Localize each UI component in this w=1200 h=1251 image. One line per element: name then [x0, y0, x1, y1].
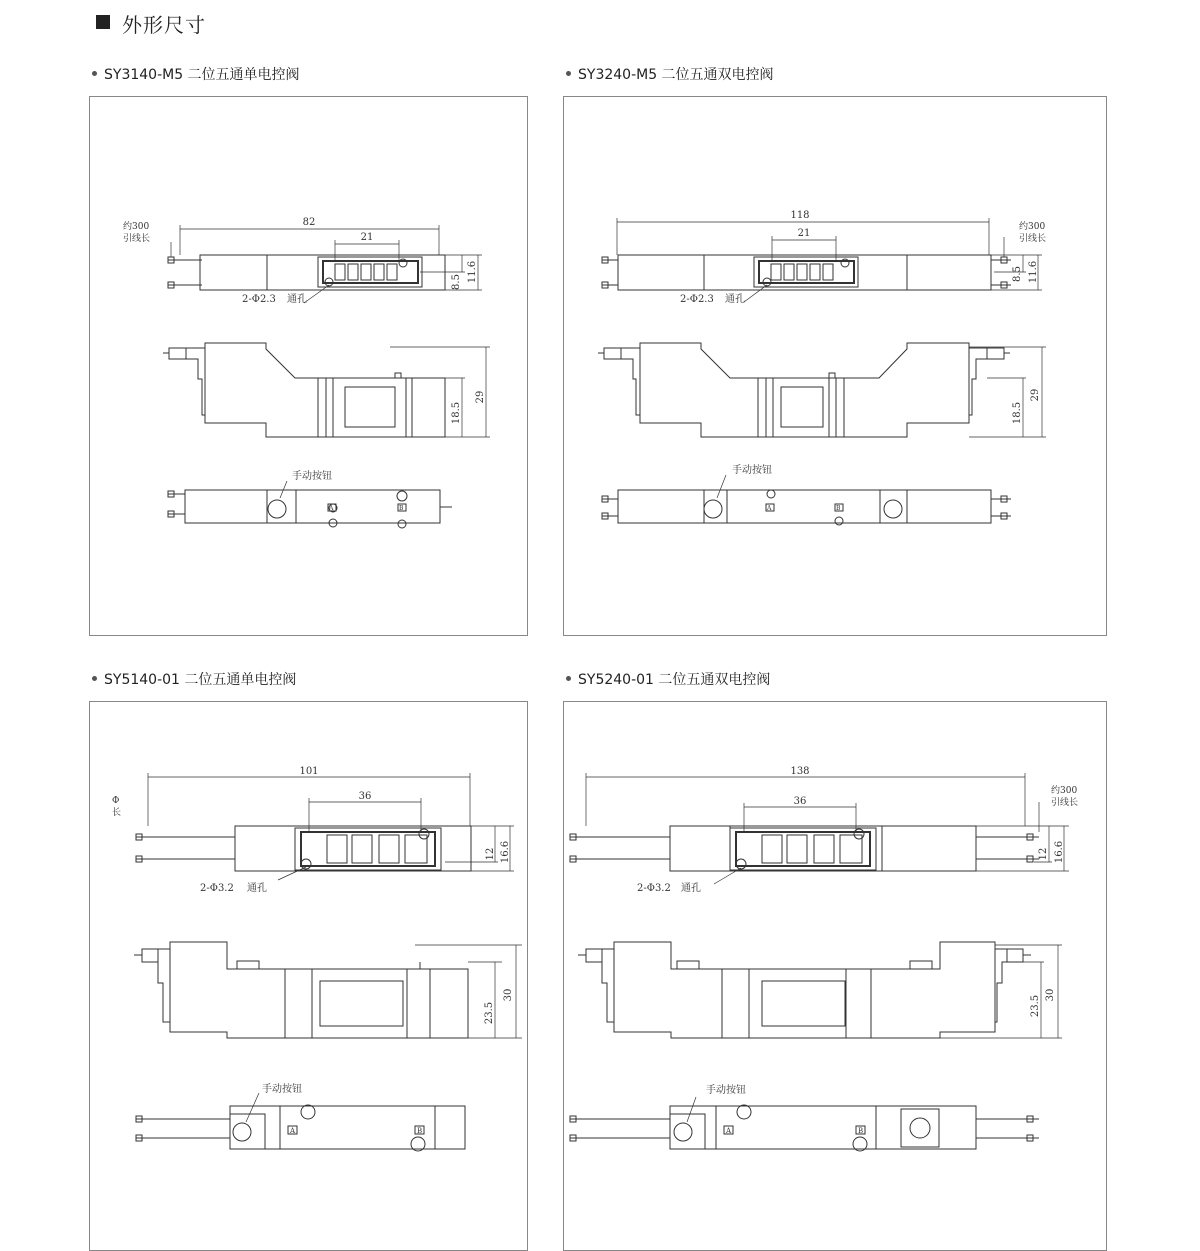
side-dimensions: [940, 945, 1062, 1038]
port-mark-b: B: [417, 1127, 423, 1135]
top-view: [168, 255, 445, 290]
dim-pitch: 21: [360, 232, 374, 243]
dim-total-height: 29: [1030, 388, 1041, 402]
section-label-text: SY5140-01 二位五通单电控阀: [104, 672, 297, 688]
hole-text: 通孔: [681, 883, 701, 894]
bottom-view: [136, 1093, 465, 1151]
port-mark-a: A: [726, 1127, 732, 1135]
drawing-panel-sy5240: [563, 701, 1107, 1251]
dim-body-height: 23.5: [1030, 994, 1041, 1018]
dim-pitch: 36: [358, 791, 372, 802]
bottom-view: [570, 1097, 1039, 1151]
hole-text: 通孔: [725, 294, 745, 305]
dim-h2: 16.6: [1054, 840, 1065, 864]
hole-spec: 2-Φ2.3: [242, 294, 276, 305]
manual-button-label: 手动按钮: [706, 1085, 746, 1096]
manual-button-label: 手动按钮: [732, 465, 772, 476]
side-view: [598, 343, 1010, 437]
port-mark-b: B: [858, 1127, 864, 1135]
top-view: [570, 826, 1039, 871]
section-label-text: SY5240-01 二位五通双电控阀: [578, 672, 771, 688]
section-label-sy5240: [566, 669, 770, 689]
bullet-dot-icon: [92, 71, 97, 76]
top-dimensions: [171, 225, 482, 303]
section-label-sy5140: [92, 669, 296, 689]
section-label-text: SY3240-M5 二位五通双电控阀: [578, 67, 774, 83]
lead-length-2: 长: [112, 808, 122, 818]
dimension-drawing-sy3240: [564, 97, 1106, 635]
manual-button-label: 手动按钮: [262, 1084, 302, 1095]
dim-h1: 12: [485, 847, 496, 861]
manual-button-label: 手动按钮: [292, 471, 332, 482]
bullet-dot-icon: [92, 676, 97, 681]
dim-overall: 101: [299, 766, 319, 777]
side-view: [578, 942, 1031, 1038]
dim-h1: 8.5: [1012, 266, 1023, 282]
title-square-icon: [96, 15, 110, 29]
hole-spec: 2-Φ3.2: [200, 883, 234, 894]
dim-body-height: 18.5: [451, 401, 462, 425]
bottom-view: [602, 475, 1011, 525]
lead-length-1: 约300: [1051, 786, 1078, 796]
dim-total-height: 29: [475, 390, 486, 404]
dimension-drawing-sy5240: [564, 702, 1106, 1250]
hole-spec: 2-Φ2.3: [680, 294, 714, 305]
dim-pitch: 36: [793, 796, 807, 807]
drawing-panel-sy3140: [89, 96, 528, 636]
side-view: [134, 942, 468, 1038]
dim-h1: 12: [1038, 847, 1049, 861]
dim-h2: 16.6: [500, 840, 511, 864]
dim-body-height: 18.5: [1012, 401, 1023, 425]
dim-pitch: 21: [797, 228, 811, 239]
bullet-dot-icon: [566, 676, 571, 681]
port-mark-a: A: [329, 505, 334, 512]
dimension-drawing-sy5140: [90, 702, 527, 1250]
side-view: [163, 343, 445, 437]
hole-text: 通孔: [247, 883, 267, 894]
dim-h1: 8.5: [451, 274, 462, 290]
section-label-sy3140: [92, 64, 300, 84]
lead-length-2: 引线长: [1019, 234, 1047, 244]
port-mark-b: B: [399, 505, 404, 512]
hole-text: 通孔: [287, 294, 307, 305]
bottom-view: [168, 481, 452, 528]
dim-overall: 82: [302, 217, 316, 228]
section-label-text: SY3140-M5 二位五通单电控阀: [104, 67, 300, 83]
dim-overall: 118: [790, 210, 810, 221]
port-mark-b: B: [836, 505, 841, 512]
dim-body-height: 23.5: [484, 1001, 495, 1025]
lead-length-1: 约300: [1019, 222, 1046, 232]
top-view: [136, 826, 471, 871]
dim-total-height: 30: [1045, 988, 1056, 1002]
section-label-sy3240: [566, 64, 774, 84]
top-view: [602, 255, 1011, 290]
dim-overall: 138: [790, 766, 810, 777]
hole-spec: 2-Φ3.2: [637, 883, 671, 894]
drawing-panel-sy3240: [563, 96, 1107, 636]
page-title: 外形尺寸: [122, 13, 206, 37]
lead-length-1: Φ: [112, 796, 120, 806]
dim-h2: 11.6: [467, 260, 478, 284]
dim-total-height: 30: [503, 988, 514, 1002]
drawing-panel-sy5140: [89, 701, 528, 1251]
lead-length-2: 引线长: [123, 234, 151, 244]
bullet-dot-icon: [566, 71, 571, 76]
dim-h2: 11.6: [1028, 260, 1039, 284]
port-mark-a: A: [290, 1127, 296, 1135]
dimension-drawing-sy3140: [90, 97, 527, 635]
port-mark-a: A: [767, 505, 772, 512]
lead-length-1: 约300: [123, 222, 150, 232]
lead-length-2: 引线长: [1051, 798, 1079, 808]
